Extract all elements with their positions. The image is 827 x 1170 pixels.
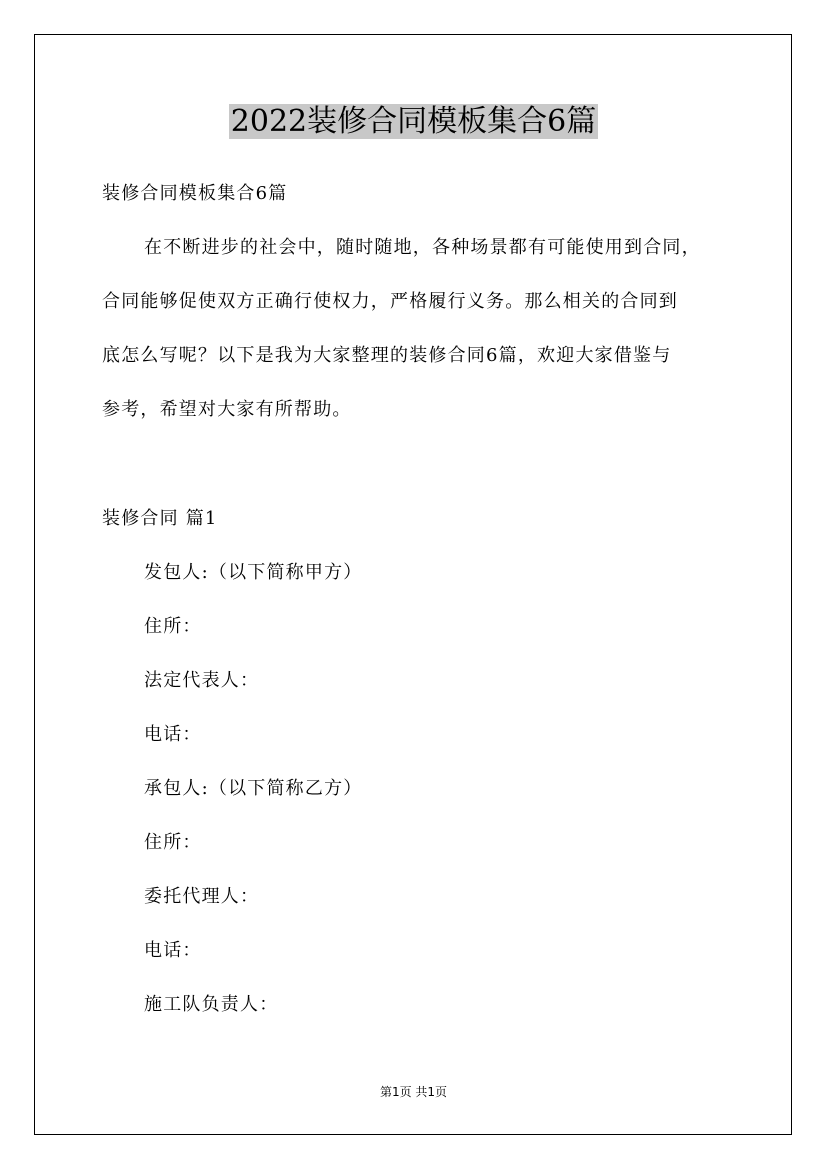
field-contractor-phone: 电话： xyxy=(144,940,202,961)
document-title xyxy=(0,100,827,144)
field-authorized-agent: 委托代理人： xyxy=(144,886,260,907)
field-legal-representative: 法定代表人： xyxy=(144,670,260,691)
field-contractor-address: 住所： xyxy=(144,832,202,853)
field-contractor: 承包人:（以下简称乙方） xyxy=(144,778,363,799)
document-title-text: 2022装修合同模板集合6篇 xyxy=(230,104,597,139)
section-heading: 装修合同 篇1 xyxy=(102,508,218,529)
field-employer-phone: 电话： xyxy=(144,724,202,745)
document-subtitle: 装修合同模板集合6篇 xyxy=(102,183,288,204)
intro-line-1: 在不断进步的社会中，随时随地，各种场景都有可能使用到合同， xyxy=(144,237,701,258)
field-employer: 发包人:（以下简称甲方） xyxy=(144,562,363,583)
intro-line-4: 参考，希望对大家有所帮助。 xyxy=(102,399,352,420)
intro-line-3: 底怎么写呢？以下是我为大家整理的装修合同6篇，欢迎大家借鉴与 xyxy=(102,345,672,366)
page-number-footer: 第1页 共1页 xyxy=(379,1085,448,1099)
intro-line-2: 合同能够促使双方正确行使权力，严格履行义务。那么相关的合同到 xyxy=(102,291,678,312)
field-crew-leader: 施工队负责人： xyxy=(144,994,279,1015)
field-employer-address: 住所： xyxy=(144,616,202,637)
